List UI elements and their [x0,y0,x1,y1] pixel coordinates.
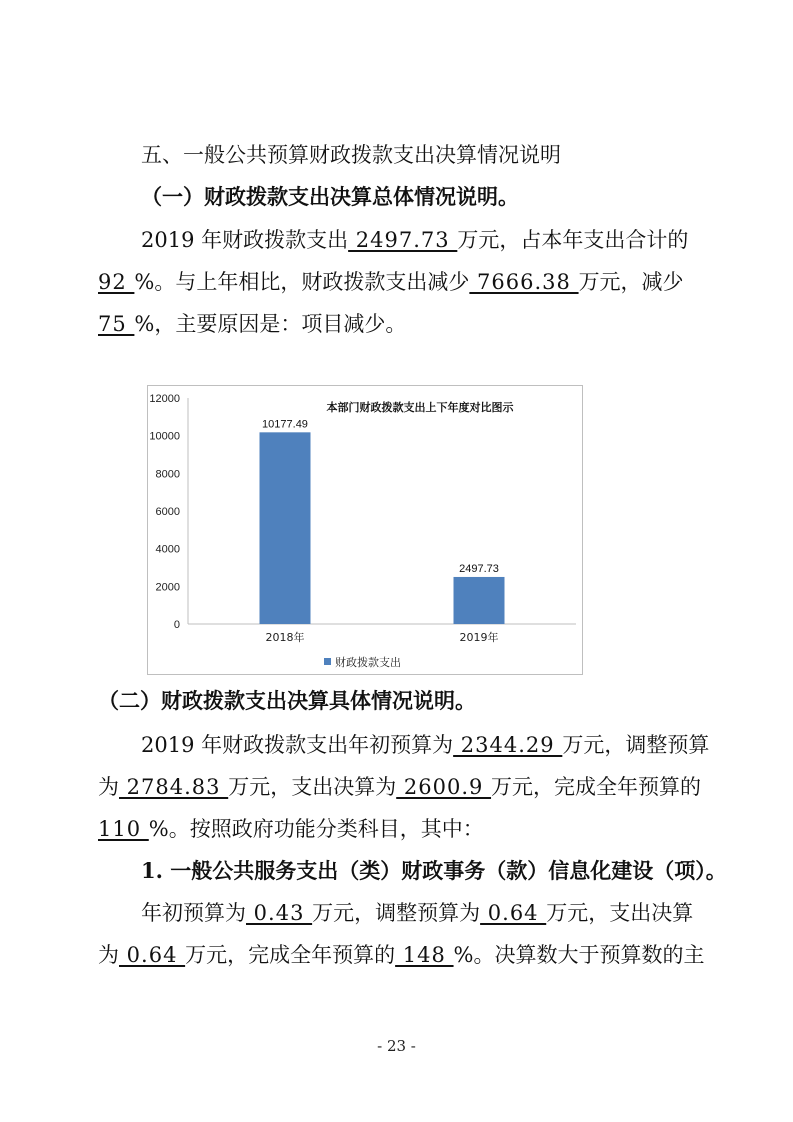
text: 万元，支出决算为 [228,775,397,799]
y-tick-label: 4000 [155,543,180,556]
paragraph-line [98,310,406,338]
text: 万元，调整预算为 [312,901,481,925]
paragraph-line [141,226,688,254]
text: %。决算数大于预算数的主 [453,943,705,967]
text: 为 [98,775,119,799]
bar [454,577,505,624]
y-tick-label: 12000 [149,393,180,405]
paragraph-line [98,941,705,969]
text: 年初预算为 [141,901,246,925]
data-label: 2497.73 [459,562,499,575]
text: 万元，完成全年预算的 [185,943,396,967]
paragraph-line [141,899,693,927]
text: 万元，占本年支出合计的 [457,228,689,252]
y-tick-label: 6000 [155,506,180,518]
paragraph-line [98,773,701,801]
text: %。与上年相比，财政拨款支出减少 [134,270,470,294]
chart-title: 本部门财政拨款支出上下年度对比图示 [326,401,514,414]
subsection-heading-2: （二）财政拨款支出决算具体情况说明。 [98,688,476,713]
section-title: 五、一般公共预算财政拨款支出决算情况说明 [141,143,561,167]
value-underlined: 2784.83 [119,775,229,799]
value-underlined: 2344.29 [453,733,563,757]
text: 2019 年财政拨款支出年初预算为 [141,733,454,757]
x-tick-label: 2019年 [459,631,499,644]
text: %，主要原因是：项目减少。 [134,312,407,336]
text: 2019 年财政拨款支出 [141,228,349,252]
value-underlined: 0.43 [246,901,313,925]
subsection-heading-1: （一）财政拨款支出决算总体情况说明。 [141,184,519,209]
y-tick-label: 0 [173,619,180,631]
paragraph-line [141,731,709,759]
text: 为 [98,943,119,967]
value-underlined: 7666.38 [469,270,579,294]
x-tick-label: 2018年 [265,631,305,644]
page-number: - 23 - [377,1037,416,1055]
chart-svg [148,386,584,676]
text: 万元，调整预算 [562,733,710,757]
value-underlined: 92 [98,270,135,294]
bar [260,432,311,624]
item-heading-1: 1. 一般公共服务支出（类）财政事务（款）信息化建设（项）。 [141,858,727,883]
y-tick-label: 8000 [155,468,180,481]
y-tick-label: 2000 [155,581,180,594]
text: %。按照政府功能分类科目，其中： [148,817,484,841]
paragraph-line [98,268,684,296]
text: 万元，减少 [578,270,684,294]
bar-chart [147,385,583,675]
legend-label: 财政拨款支出 [335,656,401,669]
value-underlined: 0.64 [119,943,186,967]
value-underlined: 2497.73 [348,228,458,252]
legend-swatch [324,658,331,665]
y-tick-label: 10000 [149,430,180,443]
paragraph-line [98,815,484,843]
text: 万元，支出决算 [546,901,694,925]
data-label: 10177.49 [262,418,308,431]
value-underlined: 148 [395,943,454,967]
value-underlined: 110 [98,817,149,841]
value-underlined: 0.64 [480,901,547,925]
text: 万元，完成全年预算的 [491,775,702,799]
value-underlined: 75 [98,312,135,336]
value-underlined: 2600.9 [396,775,492,799]
